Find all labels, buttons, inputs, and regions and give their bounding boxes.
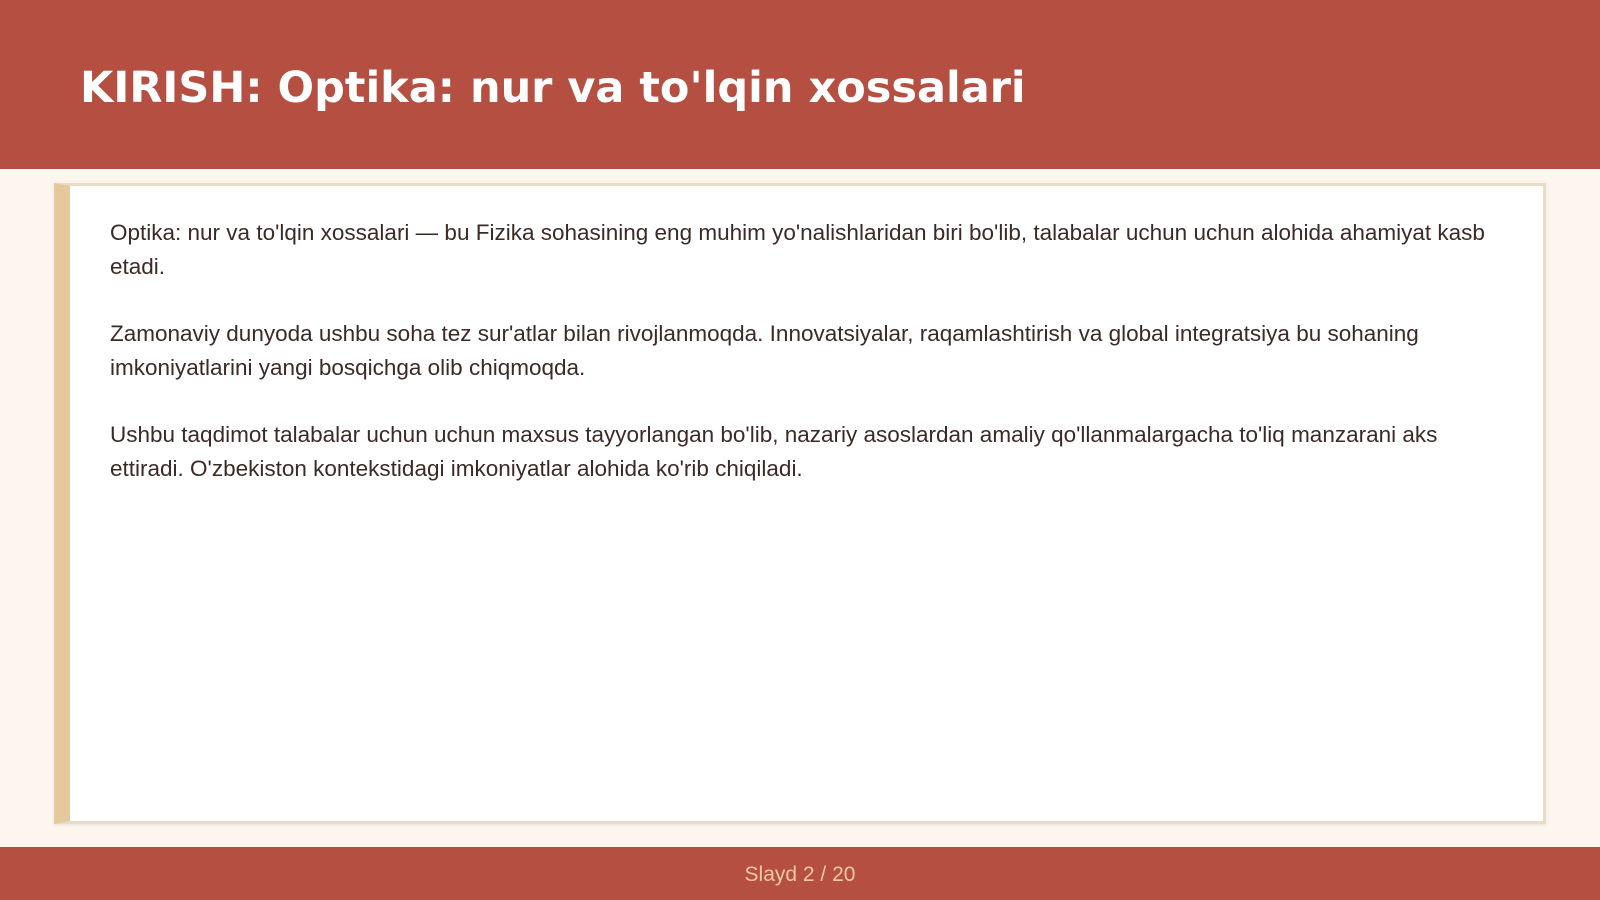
slide-title: KIRISH: Optika: nur va to'lqin xossalari <box>80 63 1026 113</box>
modern-world-paragraph: Zamonaviy dunyoda ushbu soha tez sur'atlar bilan rivojlanmoqda. Innovatsiyalar, raqamlashtirish va global integratsiya bu sohaning imkoniyatlarini yangi bosqichga olib chiqmoqda. <box>110 321 1419 380</box>
content-card <box>54 183 1546 824</box>
presentation-purpose-paragraph: Ushbu taqdimot talabalar uchun uchun maxsus tayyorlangan bo'lib, nazariy asoslardan amaliy qo'llanmalargacha to'liq manzarani aks ettiradi. O'zbekiston kontekstidagi imkoniyatlar alohida ko'rib chiqiladi. <box>110 422 1438 481</box>
slide-number: Slayd 2 / 20 <box>744 863 856 886</box>
content-text <box>110 216 1495 519</box>
slide-header <box>0 0 1600 169</box>
slide-footer <box>0 847 1600 900</box>
intro-paragraph: Optika: nur va to'lqin xossalari — bu Fizika sohasining eng muhim yo'nalishlaridan biri bo'lib, talabalar uchun uchun alohida ahamiyat kasb etadi. <box>110 220 1485 279</box>
